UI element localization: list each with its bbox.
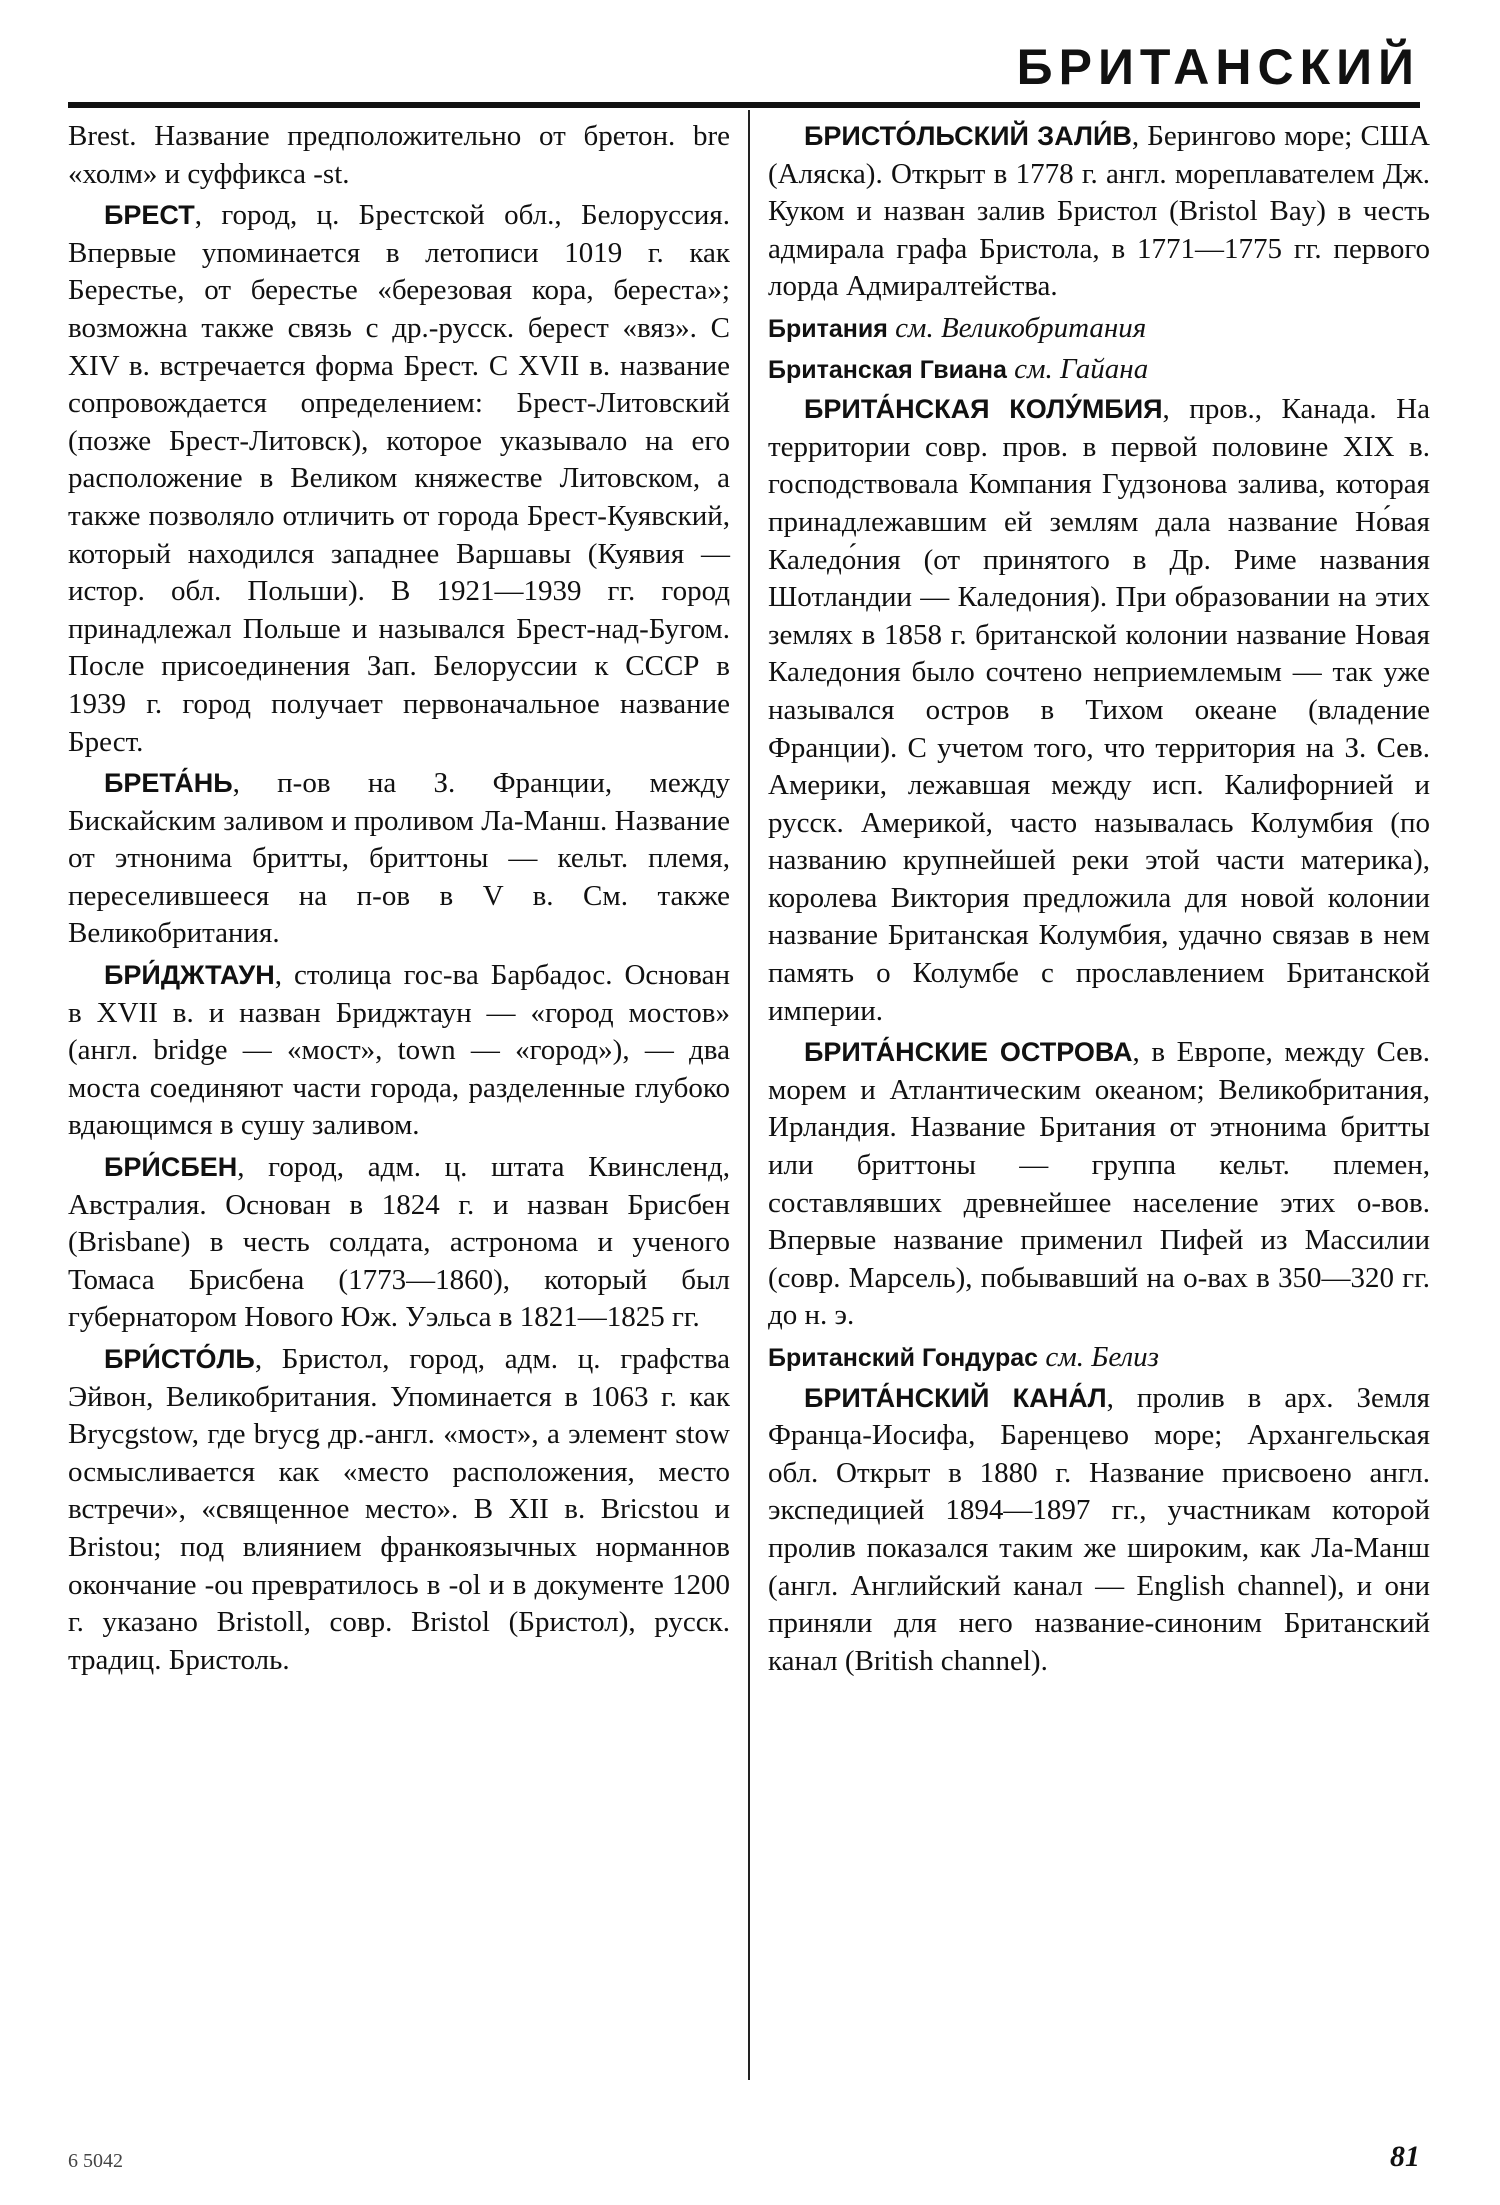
dictionary-entry xyxy=(68,197,730,761)
cross-reference-entry xyxy=(768,351,1430,390)
entry-text: см. Белиз xyxy=(1038,1341,1159,1373)
right-column xyxy=(768,118,1430,1684)
entry-headword: БРИТА́НСКИЕ ОСТРОВА xyxy=(804,1037,1133,1068)
entry-text: , город, адм. ц. штата Квинсленд, Австралия. Основан в 1824 г. и назван Брисбен (Brisbane) в честь солдата, астронома и ученого Томаса Брисбена (1773—1860), который был губернатором Нового Юж. Уэльса в 1821—1825 гг. xyxy=(68,1151,730,1334)
dictionary-entry xyxy=(68,765,730,953)
entry-headword: БРЕТА́НЬ xyxy=(104,768,233,799)
cross-reference-entry xyxy=(768,1339,1430,1378)
entry-text: , п-ов на З. Франции, между Бискайским заливом и проливом Ла-Манш. Название от этнонима бритты, бриттоны — кельт. племя, переселившееся на п-ов в V в. См. также Великобритания. xyxy=(68,767,730,950)
dictionary-entry xyxy=(68,1149,730,1337)
cross-reference-entry xyxy=(768,310,1430,349)
entry-headword: Британская Гвиана xyxy=(768,355,1007,384)
entry-headword: БРИСТО́ЛЬСКИЙ ЗАЛИ́В xyxy=(804,121,1132,151)
page-number: 81 xyxy=(1390,2140,1420,2173)
dictionary-entry xyxy=(68,118,730,193)
entry-text: Brest. Название предположительно от бретон. bre «холм» и суффикса -st. xyxy=(68,120,730,190)
dictionary-entry xyxy=(768,1380,1430,1681)
entry-headword: БРИТА́НСКИЙ КАНА́Л xyxy=(804,1382,1107,1413)
entry-headword: Британский Гондурас xyxy=(768,1344,1039,1372)
column-divider xyxy=(748,110,750,2080)
dictionary-entry xyxy=(768,1034,1430,1335)
entry-headword: БРИ́ДЖТАУН xyxy=(104,960,275,991)
entry-headword: БРИТА́НСКАЯ КОЛУ́МБИЯ xyxy=(804,394,1163,425)
entry-text: см. Великобритания xyxy=(887,311,1147,344)
entry-headword: БРИ́СБЕН xyxy=(104,1152,238,1183)
entry-text: , Берингово море; США (Аляска). Открыт в 1778 г. англ. мореплавателем Дж. Куком и назван залив Бристол (Bristol Bay) в честь адмирала графа Бристола, в 1771—1775 гг. первого лорда Адмиралтейства. xyxy=(768,120,1430,303)
entry-text: , город, ц. Брестской обл., Белоруссия. Впервые упоминается в летописи 1019 г. как Берестье, от берестье «березовая кора, береста»; возможна также связь с др.-русск. берест «вяз». С XIV в. встречается форма Брест. С XVII в. название сопровождается определением: Брест-Литовский (позже Брест-Литовск), которое указывало на его расположение в Великом княжестве Литовском, а также позволяло отличить от города Брест-Куявский, который находился западнее Варшавы (Куявия — истор. обл. Польши). В 1921—1939 гг. город принадлежал Польше и назывался Брест-над-Бугом. После присоединения Зап. Белоруссии к СССР в 1939 г. город получает первоначальное название Брест. xyxy=(68,199,730,758)
entry-headword: Британия xyxy=(768,314,888,343)
dictionary-entry xyxy=(68,957,730,1145)
running-head-title: БРИТАНСКИЙ xyxy=(1016,39,1420,95)
entry-text: , пролив в арх. Земля Франца-Иосифа, Баренцево море; Архангельская обл. Открыт в 1880 г. Название присвоено англ. экспедицией 1894—1897 гг., участникам которой пролив показался таким же широким, как Ла-Манш (англ. Английский канал — English channel), и они приняли для него название-синоним Британский канал (British channel). xyxy=(768,1381,1431,1677)
dictionary-entry xyxy=(68,1341,730,1679)
entry-headword: БРЕСТ xyxy=(104,200,195,231)
dictionary-entry xyxy=(768,391,1430,1030)
entry-headword: БРИ́СТО́ЛЬ xyxy=(104,1344,255,1374)
print-code: 6 5042 xyxy=(68,2150,123,2172)
page-header xyxy=(68,34,1420,108)
entry-text: , Бристол, город, адм. ц. графства Эйвон, Великобритания. Упоминается в 1063 г. как Brycgstow, где brycg др.-англ. «мост», а элемент stow осмысливается как «место расположения, место встречи», «священное место». В XII в. Bricstou и Bristou; под влиянием франкоязычных норманнов окончание -ou превратилось в -ol и в документе 1200 г. указано Bristoll, совр. Bristol (Бристол), русск. традиц. Бристоль. xyxy=(68,1343,730,1676)
entry-text: , пров., Канада. На территории совр. пров. в первой половине XIX в. господствовала Компания Гудзонова залива, которая принадлежавшим ей землям дала название Но́вая Каледо́ния (от принятого в Др. Риме названия Шотландии — Каледония). При образовании на этих землях в 1858 г. британской колонии название Новая Каледония было сочтено неприемлемым — так уже назывался остров в Тихом океане (владение Франции). С учетом того, что территория на З. Сев. Америки, лежавшая между исп. Калифорнией и русск. Америкой, часто называлась Колумбия (по названию крупнейшей реки этой части материка), королева Виктория предложила для новой колонии название Британская Колумбия, удачно связав в нем память о Колумбе с прославлением Британской империи. xyxy=(768,393,1430,1027)
entry-text: , столица гос-ва Барбадос. Основан в XVII в. и назван Бриджтаун — «город мостов» (англ. bridge — «мост», town — «город»), — два моста соединяют части города, разделенные глубоко вдающимся в сушу заливом. xyxy=(68,959,730,1142)
entry-text: см. Гайана xyxy=(1006,352,1149,385)
dictionary-entry xyxy=(768,118,1430,306)
left-column xyxy=(68,118,730,1683)
entry-text: , в Европе, между Сев. морем и Атлантическим океаном; Великобритания, Ирландия. Название Британия от этнонима бритты или бриттоны — группа кельт. племен, составлявших древнейшее население этих о-вов. Впервые название применил Пифей из Массилии (совр. Марсель), побывавший на о-вах в 350—320 гг. до н. э. xyxy=(768,1036,1430,1332)
